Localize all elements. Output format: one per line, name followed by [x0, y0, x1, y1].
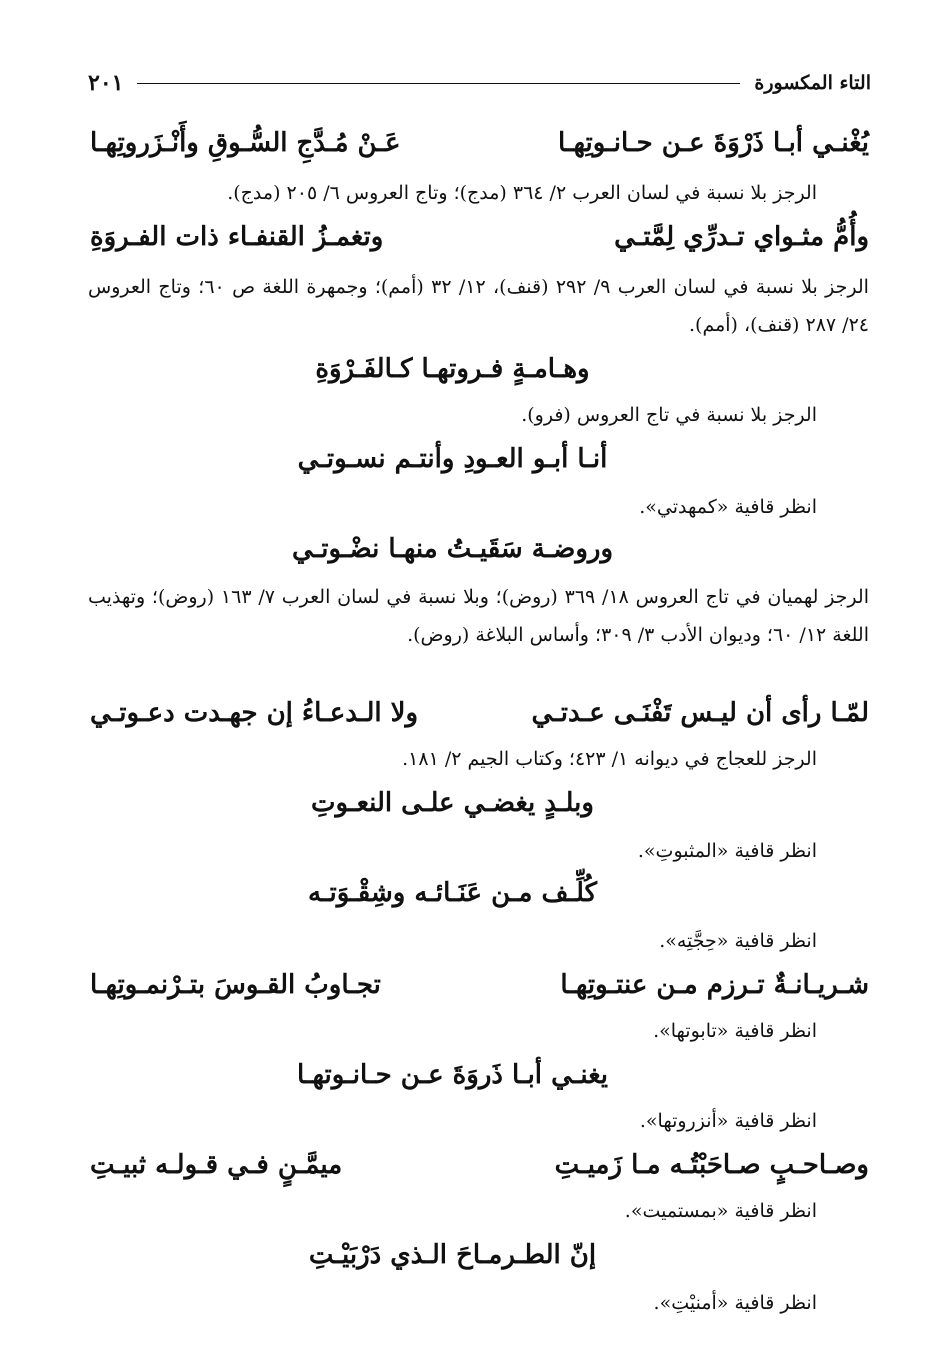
header-rule [137, 83, 740, 84]
verse-hemistich-first: شـريـانـةٌ تـرزم مـن عنتـوتِهـا [560, 970, 869, 1000]
verse-hemistich-second: تجـاوبُ القـوسَ بتـرْنمـوتِهـا [90, 970, 381, 1000]
verse-hemistich-second: ميمَّـنٍ فـي قـولـه ثبيـتِ [90, 1150, 343, 1180]
verse-line [180, 354, 725, 385]
source-note: الرجز للعجاج في ديوانه ١/ ٤٢٣؛ وكتاب الجيم ٢/ ١٨١. [402, 748, 817, 770]
verse-line [180, 1240, 725, 1271]
verse-line [90, 1150, 869, 1181]
verse-line [180, 788, 725, 819]
verse-line [180, 444, 725, 475]
cross-reference-note: انظر قافية «بمستميت». [624, 1200, 817, 1222]
cross-reference-note: انظر قافية «كمهدتي». [639, 496, 817, 518]
verse-line [90, 128, 869, 159]
source-note: الرجز لهميان في تاج العروس ١٨/ ٣٦٩ (روض)؛ وبلا نسبة في لسان العرب ٧/ ١٦٣ (روض)؛ وتهذيب اللغة ١٢/ ٦٠؛ وديوان الأدب ٣/ ٣٠٩؛ وأساس البلاغة (روض). [88, 586, 869, 646]
verse-line [90, 222, 869, 253]
verse-hemistich-first: وأُمُّ مثـواي تـدرِّي لِمَّتـي [614, 222, 869, 252]
cross-reference-note: انظر قافية «تابوتها». [653, 1020, 817, 1042]
page-header [88, 68, 871, 98]
verse-hemistich: كُلِّـف مـن عَنَـائـه وشِقْـوَتـه [307, 878, 598, 908]
verse-hemistich: إنّ الطـرمـاحَ الـذي دَرْبَيْـتِ [308, 1240, 597, 1270]
verse-hemistich-first: يُغْنـي أبـا ذَرْوَةَ عـن حـانـوتِهـا [557, 128, 869, 158]
cross-reference-note: انظر قافية «المثبوتِ». [637, 840, 817, 862]
cross-reference-note: انظر قافية «أنزروتها». [639, 1110, 817, 1132]
source-note: الرجز بلا نسبة في لسان العرب ٩/ ٢٩٢ (قنف)، ١٢/ ٣٢ (أمم)؛ وجمهرة اللغة ص ٦٠؛ وتاج العروس ٢٤/ ٢٨٧ (قنف)، (أمم). [88, 276, 869, 336]
verse-line [90, 970, 869, 1001]
running-title: التاء المكسورة [754, 72, 871, 94]
verse-hemistich: يغنـي أبـا ذَروَةَ عـن حـانـوتهـا [296, 1060, 608, 1090]
verse-line [180, 534, 725, 565]
verse-hemistich: وروضـة سَقَيـتُ منهـا نضْـوتـي [291, 534, 614, 564]
source-note: الرجز بلا نسبة في لسان العرب ٢/ ٣٦٤ (مدج)؛ وتاج العروس ٦/ ٢٠٥ (مدج). [227, 182, 817, 204]
verse-hemistich: أنـا أبـو العـودِ وأنتـم نسـوتـي [297, 444, 608, 474]
page-number: ٢٠١ [88, 70, 124, 96]
verse-hemistich-first: وصـاحـبٍ صـاحَبْتُـه مـا زَميـتِ [554, 1150, 869, 1180]
cross-reference-note: انظر قافية «حِجَّتِه». [659, 930, 817, 952]
verse-line [90, 698, 869, 729]
verse-hemistich-second: عَـنْ مُـدَّجِ السُّـوقِ وأَنْـزَروتِهـا [90, 128, 401, 158]
verse-hemistich: وهـامـةٍ فـروتهـا كـالفَـرْوَةِ [315, 354, 590, 384]
verse-hemistich-second: ولا الـدعـاءُ إن جهـدت دعـوتـي [90, 698, 419, 728]
verse-hemistich-second: وتغمـزُ القنفـاء ذات الفـروَةِ [90, 222, 384, 252]
verse-line [180, 878, 725, 909]
verse-hemistich-first: لمّـا رأى أن ليـس تَفْنَـى عـدتـي [531, 698, 869, 728]
source-note: الرجز بلا نسبة في تاج العروس (فرو). [521, 404, 817, 426]
verse-line [180, 1060, 725, 1091]
cross-reference-note: انظر قافية «أمنيْتِ». [653, 1292, 817, 1314]
verse-hemistich: وبلـدٍ يغضـي علـى النعـوتِ [311, 788, 594, 818]
